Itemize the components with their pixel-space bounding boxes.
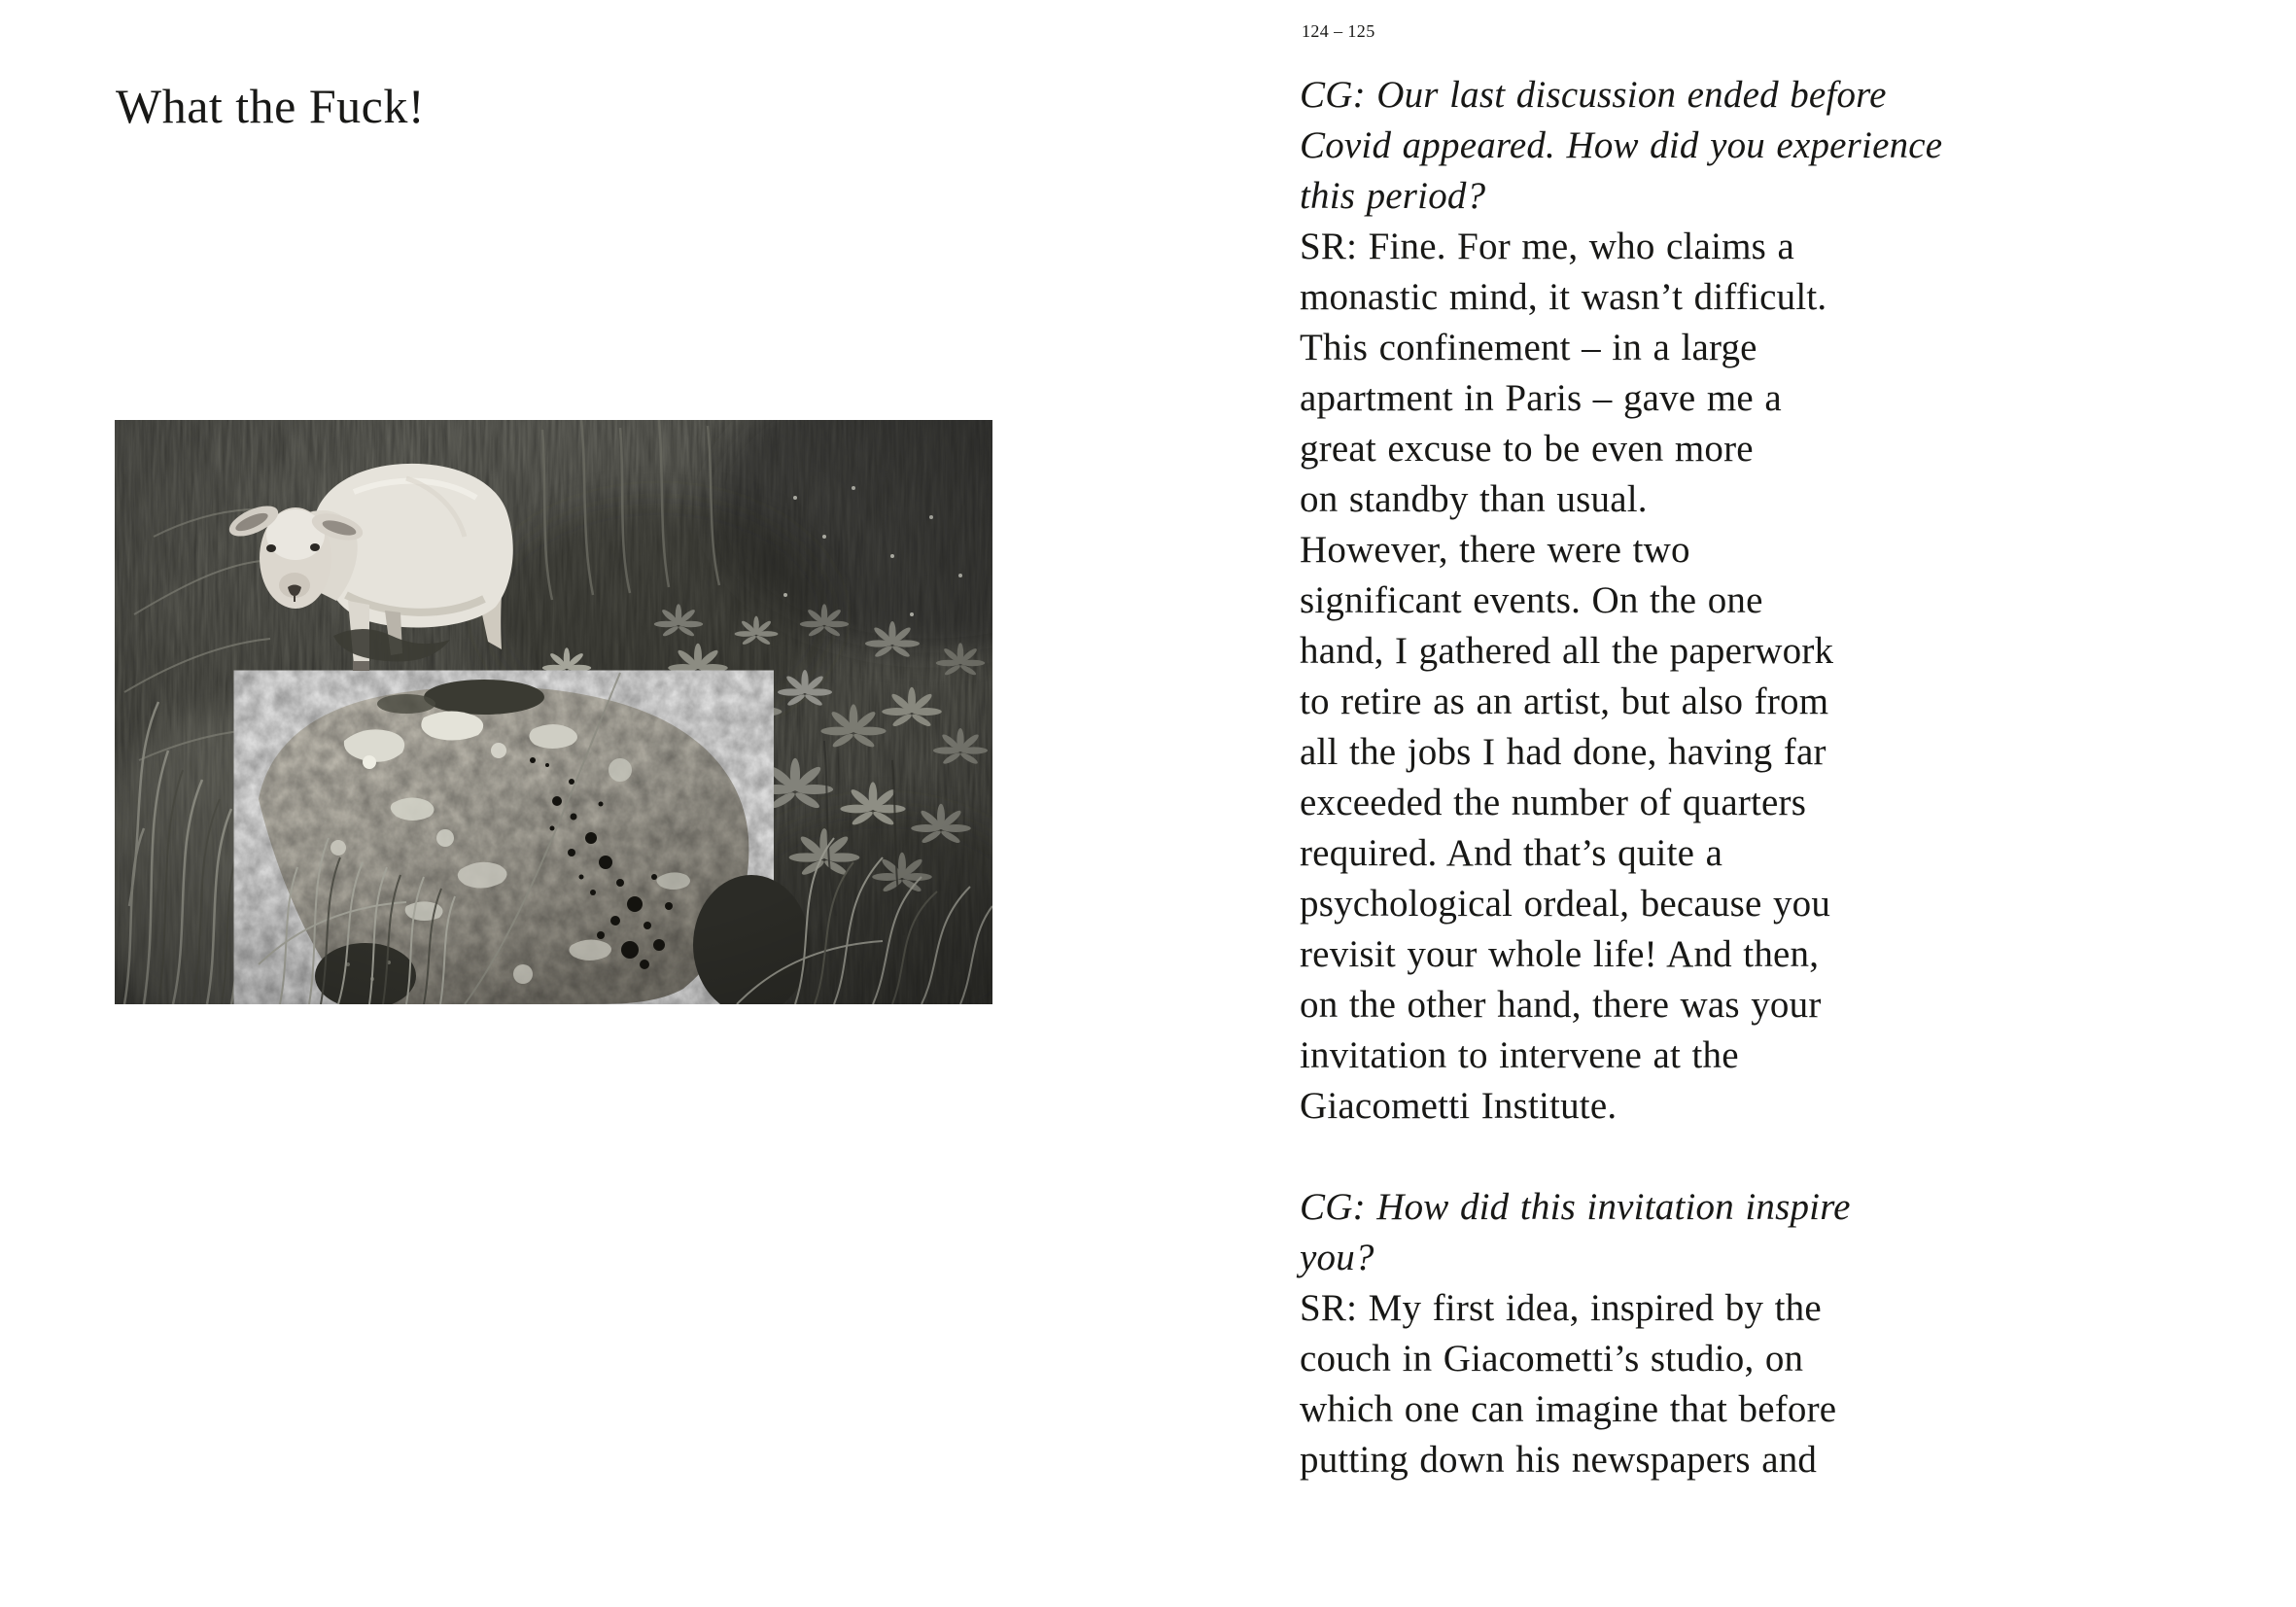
interview-line: However, there were two bbox=[1300, 529, 1690, 571]
interview-line: Covid appeared. How did you experience bbox=[1300, 124, 1943, 166]
photo-vignette bbox=[115, 420, 992, 1004]
interview-answer-1 bbox=[1300, 222, 2155, 1132]
interview-line: This confinement – in a large bbox=[1300, 327, 1757, 368]
interview-line: CG: How did this invitation inspire bbox=[1300, 1186, 1851, 1228]
page-numbers: 124 – 125 bbox=[1302, 21, 1375, 41]
interview-line: Giacometti Institute. bbox=[1300, 1085, 1618, 1127]
interview-line: to retire as an artist, but also from bbox=[1300, 681, 1829, 722]
interview-line: monastic mind, it wasn’t difficult. bbox=[1300, 276, 1827, 318]
interview-line: on the other hand, there was your bbox=[1300, 984, 1822, 1026]
interview-line: SR: My first idea, inspired by the bbox=[1300, 1287, 1822, 1329]
interview-line: invitation to intervene at the bbox=[1300, 1034, 1739, 1076]
lamb-photo-graphic bbox=[115, 420, 992, 1004]
interview-line: all the jobs I had done, having far bbox=[1300, 731, 1826, 773]
interview-line: you? bbox=[1300, 1237, 1374, 1278]
interview-line: great excuse to be even more bbox=[1300, 428, 1754, 470]
interview-line: SR: Fine. For me, who claims a bbox=[1300, 226, 1794, 267]
interview-line: hand, I gathered all the paperwork bbox=[1300, 630, 1834, 672]
interview-question-2 bbox=[1300, 1182, 2155, 1283]
interview-line: exceeded the number of quarters bbox=[1300, 782, 1807, 823]
interview-line: which one can imagine that before bbox=[1300, 1388, 1837, 1430]
interview-line: apartment in Paris – gave me a bbox=[1300, 377, 1782, 419]
page-title: What the Fuck! bbox=[116, 79, 426, 133]
interview-line: CG: Our last discussion ended before bbox=[1300, 74, 1887, 116]
interview-text bbox=[1300, 70, 2155, 1485]
interview-line: putting down his newspapers and bbox=[1300, 1439, 1818, 1481]
interview-line: on standby than usual. bbox=[1300, 478, 1648, 520]
interview-line: couch in Giacometti’s studio, on bbox=[1300, 1338, 1804, 1380]
interview-line: required. And that’s quite a bbox=[1300, 832, 1723, 874]
interview-question-1 bbox=[1300, 70, 2155, 222]
interview-answer-2 bbox=[1300, 1283, 2155, 1485]
interview-line: significant events. On the one bbox=[1300, 579, 1763, 621]
lamb-photo bbox=[115, 420, 992, 1004]
interview-line: this period? bbox=[1300, 175, 1486, 217]
interview-line: revisit your whole life! And then, bbox=[1300, 933, 1820, 975]
interview-line: psychological ordeal, because you bbox=[1300, 883, 1831, 925]
